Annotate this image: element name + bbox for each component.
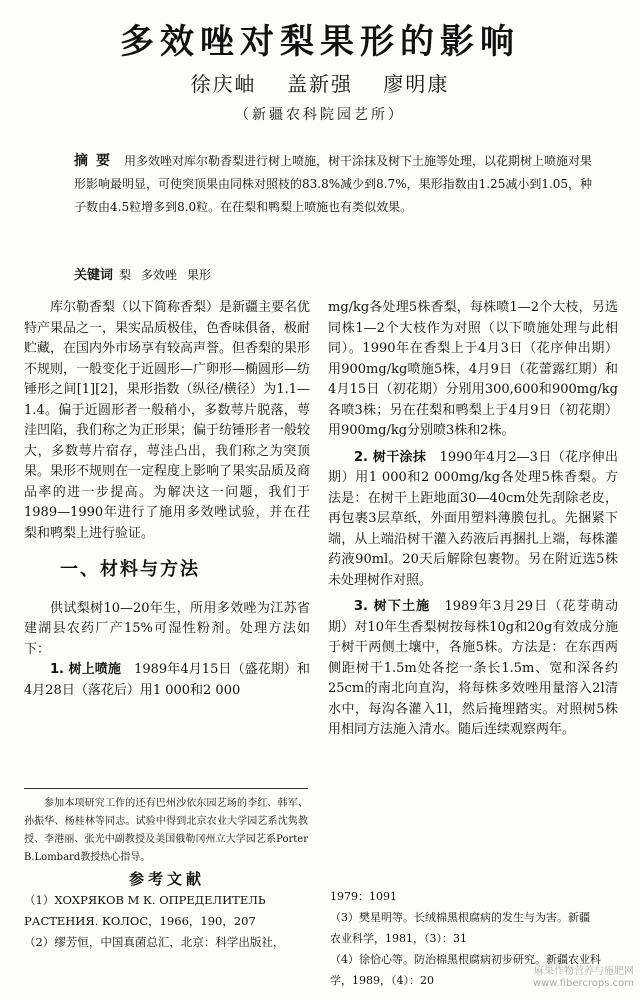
method-soil-paragraph — [328, 597, 618, 741]
acknowledgement-text: 参加本项研究工作的还有巴州沙依东园艺场的李红、韩军、孙振华、杨桂林等同志。试验中得到北京农业大学园艺系沈隽教授、李港丽、张光中副教授及美国俄勒冈州立大学园艺系Porter B.Lombard教授热心指导。 — [24, 798, 308, 863]
method-soil-text: 1989年3月29日（花芽萌动期）对10年生香梨树按每株10g和20g有效成分施于树干两侧土壤中，各施5株。方法是：在东西两侧距树干1.5m处各挖一条长1.5m、宽和深各约25cm的南北向直沟，将每株多效唑用量溶入2l清水中，每沟各灌入1l，然后掩埋踏实。对照树5株用相同方法施入清水。随后连续观察两年。 — [328, 599, 618, 737]
abstract-text: 用多效唑对库尔勒香梨进行树上喷施，树干涂抹及树下土施等处理，以花期树上喷施对果形影响最明显，可使突顶果由同株对照枝的83.8%减少到8.7%，果形指数由1.25减小到1.05，种子数由4.5粒增多到8.0粒。在茌梨和鸭梨上喷施也有类似效果。 — [74, 154, 593, 214]
reference-line: РАСТЕНИЯ. КОЛОС，1966，190，207 — [24, 914, 256, 928]
method-trunk-text: 1990年4月2—3日（花序伸出期）用1 000和2 000mg/kg各处理5株香梨。方法是：在树干上距地面30—40cm处先刮除老皮，再包裹3层草纸，外面用塑料薄膜包扎。先捆紧下端，从上端沿树干灌入药液后再捆扎上端，每株灌药液90ml。20天后解除包裹物。另在附近选5株未处理树作对照。 — [328, 449, 618, 588]
section-heading: 一、材料与方法 — [60, 559, 200, 580]
affiliation: （新疆农科院园艺所） — [235, 107, 405, 123]
reference-line: （4）徐恰心等。防治棉黑根腐病初步研究。新疆农业科 — [330, 953, 601, 966]
reference-line: （2）缪芳恒，中国真菌总汇，北京：科学出版社， — [24, 935, 285, 949]
reference-line: （3）樊星明等。长绒棉黑根腐病的发生与为害。新疆 — [330, 911, 590, 924]
references-title: 参考文献 — [128, 870, 205, 888]
left-column — [24, 298, 310, 701]
subheading-trunk: 2. 树干涂抹 — [354, 449, 427, 465]
author-name: 徐庆岫 — [190, 72, 257, 96]
reference-line: 农业科学，1981，（3）：31 — [330, 932, 467, 945]
author-list — [0, 68, 640, 97]
abstract — [74, 150, 594, 219]
method-spray-paragraph — [24, 660, 310, 701]
keywords — [74, 264, 594, 283]
subheading-soil: 3. 树下土施 — [354, 599, 431, 614]
intro-paragraph: 库尔勒香梨（以下简称香梨）是新疆主要名优特产果品之一，果实品质极佳，色香味俱备，极耐贮藏，在国内外市场享有较高声誉。但香梨的果形不规则，一般变化于近圆形—广卵形—椭圆形—纺锤形之间[1][2]，果形指数（纵径/横径）为1.1—1.4。偏于近圆形者一般稍小，多数萼片脱落，萼洼凹陷，我们称之为正形果；偏于纺锤形者一般较大，多数萼片宿存，萼洼凸出，我们称之为突顶果。果形不规则在一定程度上影响了果实品质及商品率的进一步提高。为解决这一问题，我们于1989—1990年进行了施用多效唑试验，并在茌梨和鸭梨上进行验证。 — [24, 300, 311, 541]
watermark-url: www.fibercrops.com — [532, 978, 634, 989]
author-name: 廖明康 — [383, 72, 450, 96]
method-spray-continued: mg/kg各处理5株香梨，每株喷1—2个大枝，另选同株1—2个大枝作为对照（以下喷施处理与此相同）。1990年在香梨上于4月3日（花序伸出期）用900mg/kg喷施5株，4月9日（花蕾露红期）和4月15日（初花期）分别用300,600和900mg/kg各喷3株；另在茌梨和鸭梨上于4月9日（初花期）用900mg/kg分别喷3株和2株。 — [328, 300, 618, 438]
keywords-label: 关键词 — [74, 268, 114, 283]
reference-line: 1979：1091 — [330, 890, 397, 903]
footnote — [24, 788, 308, 867]
method-trunk-paragraph — [328, 448, 618, 592]
keyword: 多效唑 — [141, 268, 178, 282]
keyword: 梨 — [119, 268, 132, 282]
watermark — [533, 966, 634, 990]
watermark-text: 麻果作物营养与施肥网 — [534, 966, 634, 977]
abstract-label: 摘要 — [74, 153, 118, 169]
reference-line: 学，1989，（4）：20 — [330, 974, 434, 987]
reference-line: （1）ХОХРЯКОВ М К. ОПРЕДЕЛИТЕЛЬ — [24, 893, 266, 907]
materials-paragraph: 供试梨树10—20年生，所用多效唑为江苏省建湖县农药厂产15%可湿性粉剂。处理方法如下： — [24, 600, 310, 657]
references-left — [24, 890, 314, 953]
author-name: 盖新强 — [287, 72, 353, 96]
subheading-spray: 1. 树上喷施 — [50, 662, 121, 677]
method-spray-text: 1989年4月15日（盛花期）和4月28日（落花后）用1 000和2 000 — [24, 662, 310, 698]
keyword: 果形 — [187, 268, 212, 282]
paper-title: 多效唑对梨果形的影响 — [120, 22, 520, 62]
right-column — [328, 298, 618, 741]
